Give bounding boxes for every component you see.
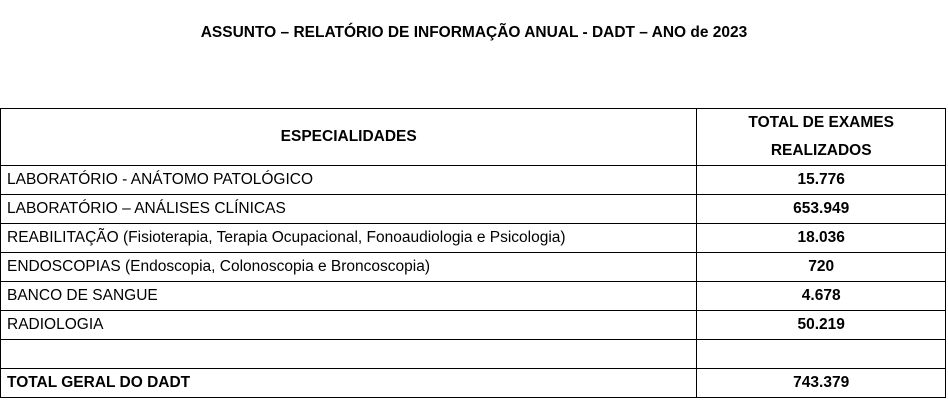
table-row [1,282,946,311]
table-row [1,253,946,282]
exams-table [0,108,946,398]
specialty-name: REABILITAÇÃO (Fisioterapia, Terapia Ocupacional, Fonoaudiologia e Psicologia) [1,224,697,253]
blank-cell [1,340,697,369]
table-row [1,224,946,253]
exam-count: 15.776 [697,166,946,195]
specialty-name: BANCO DE SANGUE [1,282,697,311]
total-value: 743.379 [697,369,946,398]
specialty-name: LABORATÓRIO – ANÁLISES CLÍNICAS [1,195,697,224]
exam-count: 4.678 [697,282,946,311]
exam-count: 720 [697,253,946,282]
table-row [1,166,946,195]
specialty-name: ENDOSCOPIAS (Endoscopia, Colonoscopia e Broncoscopia) [1,253,697,282]
document-title: ASSUNTO – RELATÓRIO DE INFORMAÇÃO ANUAL - DADT – ANO de 2023 [200,24,748,41]
exam-count: 50.219 [697,311,946,340]
table-row [1,311,946,340]
total-row [1,369,946,398]
specialty-name: RADIOLOGIA [1,311,697,340]
exam-count: 18.036 [697,224,946,253]
header-total-line1: TOTAL DE EXAMES [748,114,894,131]
specialty-name: LABORATÓRIO - ANÁTOMO PATOLÓGICO [1,166,697,195]
exam-count: 653.949 [697,195,946,224]
header-total-line2: REALIZADOS [770,142,872,159]
blank-row [1,340,946,369]
header-specialties: ESPECIALIDADES [1,109,697,166]
header-total-exams [697,109,946,166]
table-row [1,195,946,224]
blank-cell [697,340,946,369]
table-header-row [1,109,946,166]
total-label: TOTAL GERAL DO DADT [1,369,697,398]
